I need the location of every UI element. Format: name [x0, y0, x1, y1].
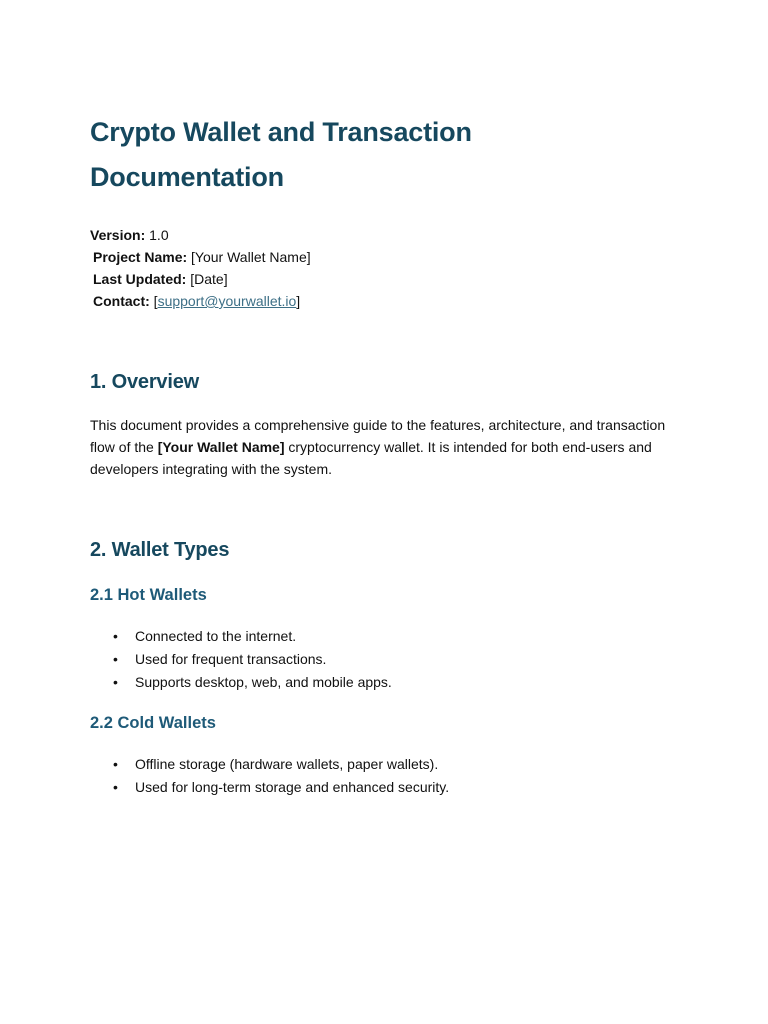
last-updated-label: Last Updated: — [93, 271, 187, 287]
contact-bracket-close: ] — [296, 293, 301, 309]
bullet-icon: • — [113, 779, 118, 795]
overview-text-start: This document provides a comprehensive guide to the features, architecture, and transaction flow of the — [90, 417, 666, 455]
list-item — [90, 648, 680, 671]
contact-line — [90, 290, 680, 312]
version-label: Version: — [90, 227, 146, 243]
list-item-text: Offline storage (hardware wallets, paper wallets). — [135, 756, 439, 772]
cold-wallets-list — [90, 753, 680, 799]
list-item-text: Used for frequent transactions. — [135, 651, 327, 667]
list-item-text: Supports desktop, web, and mobile apps. — [135, 674, 392, 690]
contact-bracket-open: [ — [153, 293, 158, 309]
contact-email-link[interactable]: support@yourwallet.io — [157, 293, 297, 309]
version-value: 1.0 — [149, 227, 169, 243]
last-updated-value: [Date] — [190, 271, 228, 287]
list-item — [90, 625, 680, 648]
hot-wallets-list — [90, 625, 680, 694]
project-name-value: [Your Wallet Name] — [191, 249, 311, 265]
list-item — [90, 671, 680, 694]
document-title — [90, 110, 680, 200]
contact-label: Contact: — [93, 293, 150, 309]
project-name-line — [90, 246, 680, 268]
bullet-icon: • — [113, 628, 118, 644]
hot-wallets-heading: 2.1 Hot Wallets — [90, 586, 207, 604]
document-metadata — [90, 224, 680, 312]
document-page — [90, 110, 680, 799]
overview-paragraph — [90, 414, 680, 480]
version-line — [90, 224, 680, 246]
wallet-types-heading: 2. Wallet Types — [90, 539, 230, 561]
last-updated-line — [90, 268, 680, 290]
bullet-icon: • — [113, 674, 118, 690]
bullet-icon: • — [113, 651, 118, 667]
bullet-icon: • — [113, 756, 118, 772]
overview-heading: 1. Overview — [90, 371, 199, 393]
project-name-label: Project Name: — [93, 249, 188, 265]
list-item — [90, 776, 680, 799]
document-title-line-2: Documentation — [90, 162, 284, 192]
overview-text-end: cryptocurrency wallet. It is intended for both end-users and developers integrating with the system. — [90, 439, 652, 477]
list-item — [90, 753, 680, 776]
document-title-line-1: Crypto Wallet and Transaction — [90, 117, 472, 147]
overview-wallet-name: [Your Wallet Name] — [157, 439, 285, 455]
cold-wallets-heading: 2.2 Cold Wallets — [90, 714, 216, 732]
list-item-text: Used for long-term storage and enhanced security. — [135, 779, 450, 795]
list-item-text: Connected to the internet. — [135, 628, 297, 644]
